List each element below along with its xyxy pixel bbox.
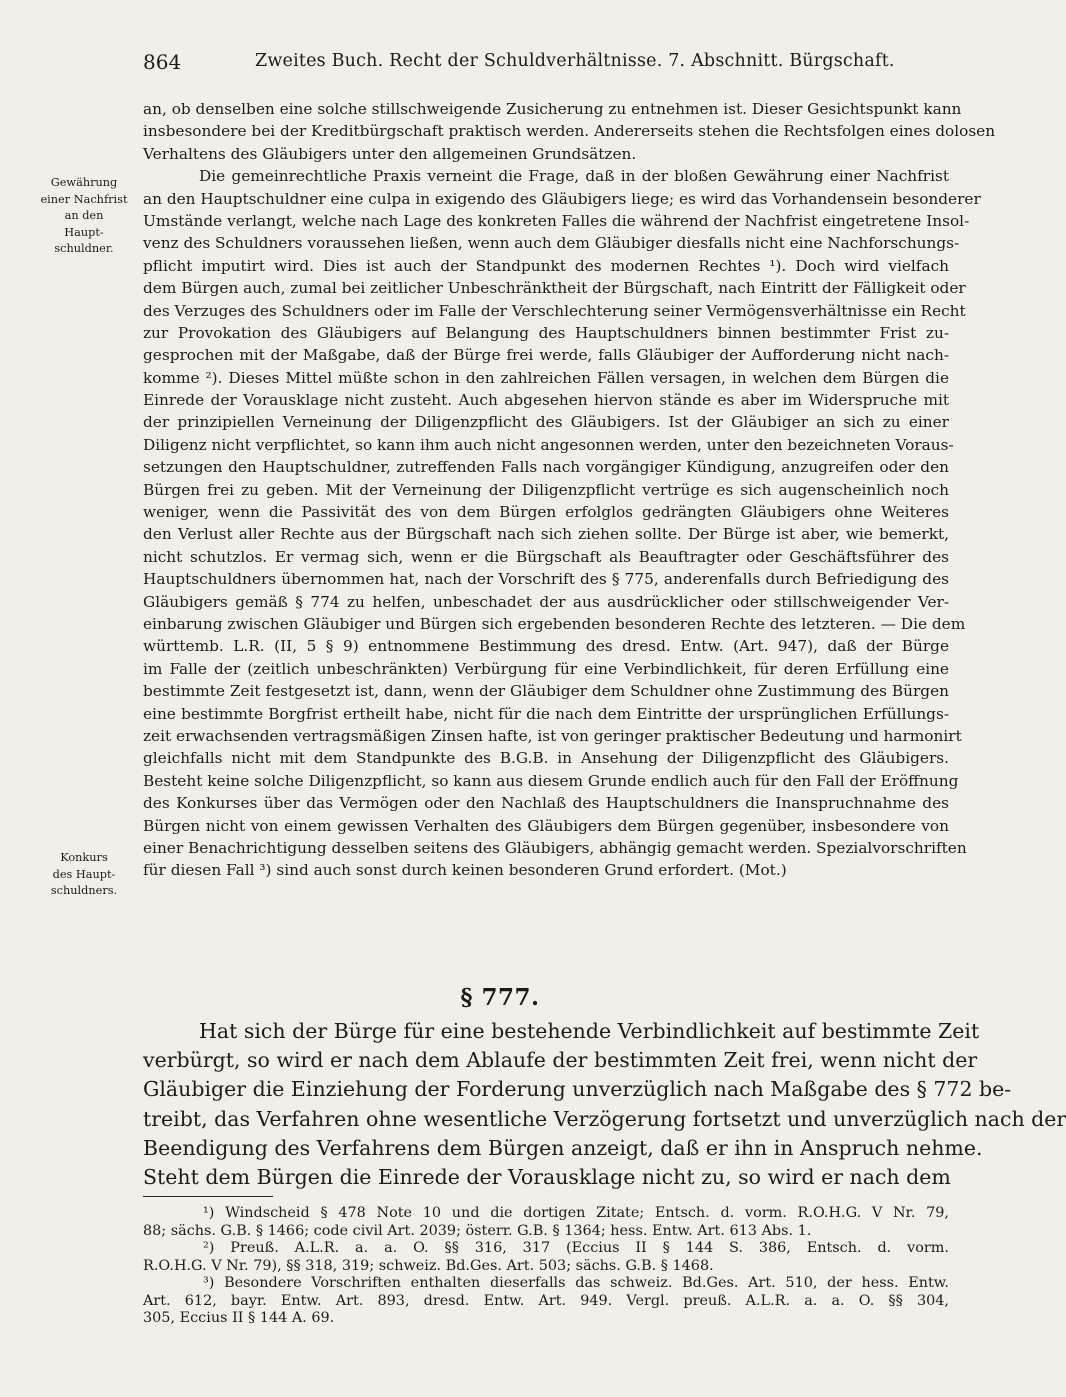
margin-note-nachfrist (28, 175, 140, 258)
commentary-text (143, 98, 996, 882)
footnotes (143, 1205, 949, 1328)
margin-note-line: einer Nachfrist (40, 192, 128, 206)
statute-line: Gläubiger die Einziehung der Forderung unverzüglich nach Maßgabe des § 772 be- (143, 1077, 1012, 1102)
text-line: des Verzuges des Schuldners oder im Falle der Verschlechterung seiner Vermögensverhältnisse ein Recht (143, 301, 966, 320)
text-line: Die gemeinrechtliche Praxis verneint die Frage, daß in der bloßen Gewährung einer Nachfrist (199, 167, 949, 186)
text-line: Umstände verlangt, welche nach Lage des konkreten Falles die während der Nachfrist eingetretene Insol- (143, 211, 970, 230)
text-line: komme ²). Dieses Mittel müßte schon in den zahlreichen Fällen versagen, in welchen dem Bürgen die (143, 368, 949, 387)
statute-line: Hat sich der Bürge für eine bestehende Verbindlichkeit auf bestimmte Zeit (199, 1019, 980, 1043)
section-heading: § 777. (460, 984, 540, 1011)
text-line: des Konkurses über das Vermögen oder den Nachlaß des Hauptschuldners die Inanspruchnahme des (143, 794, 949, 813)
margin-note-line: an den (64, 209, 104, 222)
page-number: 864 (143, 50, 182, 74)
text-line: württemb. L.R. (II, 5 § 9) entnommene Bestimmung des dresd. Entw. (Art. 947), daß der Bürge (143, 637, 949, 656)
statute-line: treibt, das Verfahren ohne wesentliche Verzögerung fortsetzt und unverzüglich nach der (143, 1106, 1066, 1131)
statute-text (143, 1017, 1066, 1192)
text-line: Gläubigers gemäß § 774 zu helfen, unbeschadet der aus ausdrücklicher oder stillschweigender Ver- (143, 592, 949, 611)
text-line: einbarung zwischen Gläubiger und Bürgen sich ergebenden besonderen Rechte des letzteren. — Die dem (143, 614, 966, 633)
text-line: nicht schutzlos. Er vermag sich, wenn er die Bürgschaft als Beauftragter oder Geschäftsführer des (143, 547, 949, 566)
text-line: an den Hauptschuldner eine culpa in exigendo des Gläubigers liege; es wird das Vorhandensein besonderer (143, 189, 981, 208)
text-line: pflicht imputirt wird. Dies ist auch der Standpunkt des modernen Rechtes ¹). Doch wird vielfach (143, 256, 949, 275)
footnote-line: ¹) Windscheid § 478 Note 10 und die dortigen Zitate; Entsch. d. vorm. R.O.H.G. V Nr. 79, (203, 1205, 949, 1221)
text-line: weniger, wenn die Passivität des von dem Bürgen erfolglos gedrängten Gläubigers ohne Weiteres (143, 503, 949, 522)
text-line: einer Benachrichtigung desselben seitens des Gläubigers, abhängig gemacht werden. Spezialvorschriften (143, 838, 967, 857)
text-line: eine bestimmte Borgfrist ertheilt habe, nicht für die nach dem Eintritte der ursprünglichen Erfüllungs- (143, 704, 949, 723)
statute-line: verbürgt, so wird er nach dem Ablaufe der bestimmten Zeit frei, wenn nicht der (143, 1048, 978, 1073)
margin-note-line: des Haupt- (52, 867, 116, 881)
text-line: Diligenz nicht verpflichtet, so kann ihm auch nicht angesonnen werden, unter den bezeichneten Voraus- (143, 435, 954, 454)
statute-line: Beendigung des Verfahrens dem Bürgen anzeigt, daß er ihn in Anspruch nehme. (143, 1135, 983, 1160)
text-line: der prinzipiellen Verneinung der Diligenzpflicht des Gläubigers. Ist der Gläubiger an sich zu einer (143, 413, 949, 432)
footnote-line: ²) Preuß. A.L.R. a. a. O. §§ 316, 317 (Eccius II § 144 S. 386, Entsch. d. vorm. (203, 1240, 949, 1256)
margin-note-konkurs (28, 850, 140, 900)
text-line: Verhaltens des Gläubigers unter den allgemeinen Grundsätzen. (143, 144, 637, 163)
footnote-line: Art. 612, bayr. Entw. Art. 893, dresd. Entw. Art. 949. Vergl. preuß. A.L.R. a. a. O. §§ 304, (143, 1292, 949, 1309)
page-header (143, 50, 949, 78)
text-line: im Falle der (zeitlich unbeschränkten) Verbürgung für eine Verbindlichkeit, für deren Erfüllung eine (143, 659, 949, 678)
margin-note-line: schuldner. (54, 242, 114, 255)
margin-note-line: Gewährung (50, 176, 118, 189)
footnote-rule (143, 1196, 273, 1197)
text-line: Bürgen frei zu geben. Mit der Verneinung der Diligenzpflicht vertrüge es sich augenscheinlich noch (143, 480, 949, 499)
statute-line: Steht dem Bürgen die Einrede der Vorausklage nicht zu, so wird er nach dem (143, 1164, 951, 1189)
text-line: setzungen den Hauptschuldner, zutreffenden Falls nach vorgängiger Kündigung, anzugreifen oder den (143, 458, 949, 477)
text-line: gesprochen mit der Maßgabe, daß der Bürge frei werde, falls Gläubiger der Aufforderung nicht nach- (143, 346, 949, 365)
margin-note-line: Konkurs (60, 851, 108, 864)
text-line: den Verlust aller Rechte aus der Bürgschaft nach sich ziehen sollte. Der Bürge ist aber, wie bemerkt, (143, 525, 949, 544)
text-line: für diesen Fall ³) sind auch sonst durch keinen besonderen Grund erfordert. (Mot.) (143, 861, 787, 880)
footnote-line: ³) Besondere Vorschriften enthalten dieserfalls das schweiz. Bd.Ges. Art. 510, der hess. Entw. (203, 1275, 949, 1291)
footnote-line: 305, Eccius II § 144 A. 69. (143, 1310, 335, 1326)
text-line: an, ob denselben eine solche stillschweigende Zusicherung zu entnehmen ist. Dieser Gesichtspunkt kann (143, 100, 962, 118)
running-title: Zweites Buch. Recht der Schuldverhältnisse. 7. Abschnitt. Bürgschaft. (255, 51, 895, 71)
margin-note-line: schuldners. (50, 884, 118, 897)
footnote-line: 88; sächs. G.B. § 1466; code civil Art. 2039; österr. G.B. § 1364; hess. Entw. Art. 613 Abs. 1. (143, 1222, 812, 1239)
text-line: dem Bürgen auch, zumal bei zeitlicher Unbeschränktheit der Bürgschaft, nach Eintritt der Fälligkeit oder (143, 279, 966, 298)
text-line: venz des Schuldners voraussehen ließen, wenn auch dem Gläubiger diesfalls nicht eine Nachforschungs- (143, 234, 960, 253)
text-line: insbesondere bei der Kreditbürgschaft praktisch werden. Andererseits stehen die Rechtsfolgen eines dolosen (143, 122, 996, 141)
text-line: Einrede der Vorausklage nicht zusteht. Auch abgesehen hiervon stände es aber im Widerspruche mit (143, 391, 949, 410)
text-line: Hauptschuldners übernommen hat, nach der Vorschrift des § 775, anderenfalls durch Befriedigung des (143, 570, 949, 589)
text-line: gleichfalls nicht mit dem Standpunkte des B.G.B. in Ansehung der Diligenzpflicht des Gläubigers. (143, 749, 949, 768)
text-line: Bürgen nicht von einem gewissen Verhalten des Gläubigers dem Bürgen gegenüber, insbesondere von (143, 816, 949, 835)
footnote-line: R.O.H.G. V Nr. 79), §§ 318, 319; schweiz. Bd.Ges. Art. 503; sächs. G.B. § 1468. (143, 1257, 714, 1274)
text-line: Besteht keine solche Diligenzpflicht, so kann aus diesem Grunde endlich auch für den Fall der Eröffnung (143, 771, 959, 790)
text-line: zur Provokation des Gläubigers auf Belangung des Hauptschuldners binnen bestimmter Frist zu- (143, 323, 949, 342)
text-line: bestimmte Zeit festgesetzt ist, dann, wenn der Gläubiger dem Schuldner ohne Zustimmung des Bürgen (143, 682, 949, 701)
text-line: zeit erwachsenden vertragsmäßigen Zinsen hafte, ist von geringer praktischer Bedeutung und harmonirt (143, 726, 962, 745)
margin-note-line: Haupt- (64, 225, 104, 239)
